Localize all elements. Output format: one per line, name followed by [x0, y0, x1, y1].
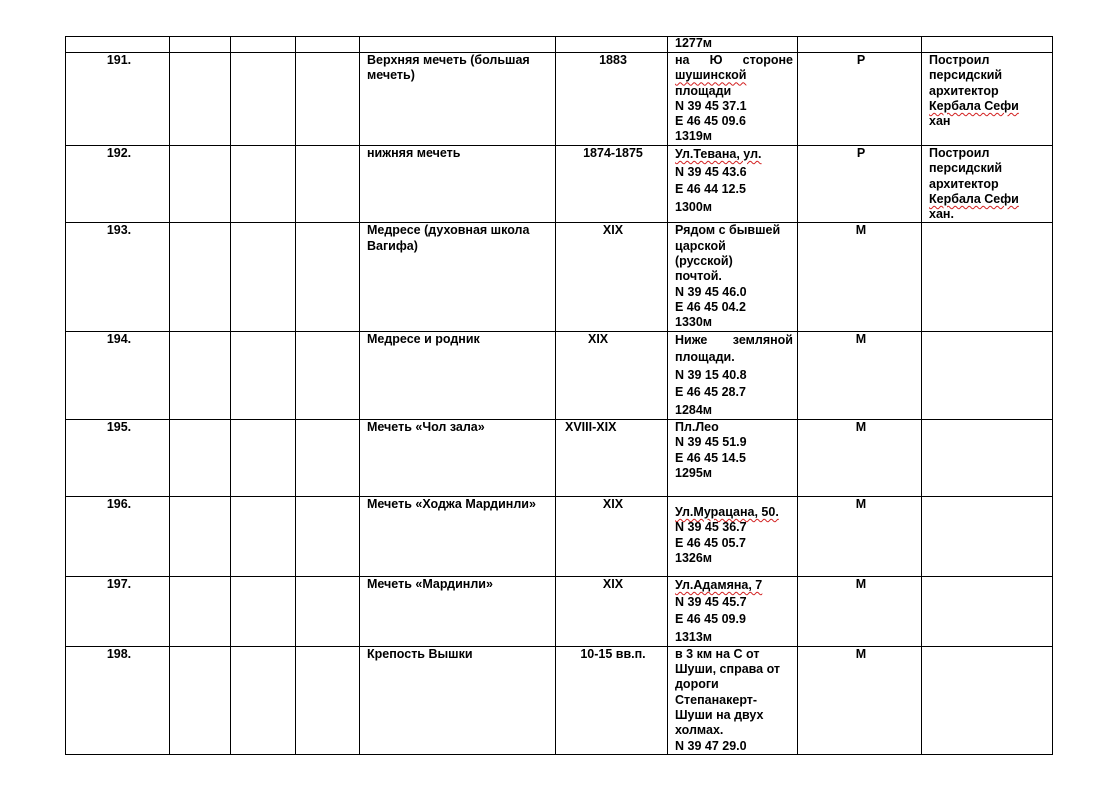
monument-registry-table: [65, 36, 1053, 755]
empty-cell: [296, 53, 360, 146]
note-line: архитектор: [929, 83, 999, 98]
name-cell: Крепость Вышки: [360, 646, 556, 754]
empty-cell: [170, 331, 231, 420]
note-line: Построил: [929, 146, 990, 160]
location-line: на Ю стороне: [675, 53, 793, 67]
location-line: N 39 45 37.1: [675, 98, 747, 113]
empty-cell: [170, 577, 231, 647]
name-cell: [360, 420, 556, 497]
table-row: [66, 577, 1053, 647]
table-row: [66, 646, 1053, 754]
name-cell: нижняя мечеть: [360, 146, 556, 223]
location-line: E 46 45 09.9: [675, 612, 746, 627]
location-line: Ул.Адамяна, 7: [675, 578, 763, 593]
category-cell: М: [798, 420, 922, 497]
location-line: E 46 45 09.6: [675, 114, 746, 129]
location-line: E 46 45 05.7: [675, 535, 746, 550]
category-cell: М: [798, 223, 922, 331]
location-line: в 3 км на С от: [675, 646, 760, 661]
empty-cell: [296, 497, 360, 577]
location-line: Шуши, справа от: [675, 662, 781, 677]
location-line: E 46 45 14.5: [675, 450, 746, 465]
table-row: [66, 331, 1053, 420]
empty-cell: [296, 420, 360, 497]
location-line: шушинской: [675, 68, 747, 83]
location-line: 1330м: [675, 315, 713, 330]
empty-cell: [231, 420, 296, 497]
location-cell: [668, 146, 798, 223]
location-line: Рядом с бывшей: [675, 223, 781, 238]
location-line: 1313м: [675, 629, 713, 644]
empty-cell: [296, 646, 360, 754]
category-cell: Р: [798, 53, 922, 146]
empty-cell: [170, 37, 231, 53]
empty-cell: [170, 53, 231, 146]
empty-cell: [231, 646, 296, 754]
location-line: площади.: [675, 350, 735, 365]
location-line: почтой.: [675, 269, 722, 284]
number-cell: 193.: [66, 223, 170, 331]
note-cell: [922, 577, 1053, 647]
empty-cell: [231, 331, 296, 420]
empty-cell: [231, 53, 296, 146]
location-line: 1326м: [675, 550, 713, 565]
date-cell: XVIII-XIX: [556, 420, 668, 497]
note-cell: [922, 37, 1053, 53]
location-line: (русской): [675, 254, 733, 269]
note-cell: [922, 646, 1053, 754]
empty-cell: [231, 223, 296, 331]
note-line: персидский: [929, 68, 1003, 83]
category-cell: М: [798, 577, 922, 647]
location-cell: [668, 577, 798, 647]
table-row: [66, 146, 1053, 223]
location-line: 1300м: [675, 199, 713, 214]
empty-cell: [231, 37, 296, 53]
location-line: площади: [675, 83, 732, 98]
table-row: [66, 53, 1053, 146]
location-line: E 46 45 04.2: [675, 299, 746, 314]
date-cell: XIX: [556, 577, 668, 647]
note-line: персидский: [929, 161, 1003, 176]
note-line: хан.: [929, 207, 954, 222]
note-cell: [922, 497, 1053, 577]
number-cell: 198.: [66, 646, 170, 754]
category-cell: М: [798, 331, 922, 420]
empty-cell: [170, 146, 231, 223]
note-cell: [922, 53, 1053, 146]
date-cell: XIX: [556, 223, 668, 331]
date-cell: XIX: [556, 331, 668, 420]
number-cell: 197.: [66, 577, 170, 647]
number-cell: 192.: [66, 146, 170, 223]
name-cell: Верхняя мечеть (большая мечеть): [360, 53, 556, 146]
location-line: 1295м: [675, 465, 713, 480]
location-line: E 46 44 12.5: [675, 182, 746, 196]
location-line: 1319м: [675, 129, 713, 144]
location-line: холмах.: [675, 723, 724, 738]
location-line: N 39 45 43.6: [675, 164, 747, 179]
location-cell: [668, 646, 798, 754]
location-line: Ул.Мурацана, 50.: [675, 505, 779, 520]
name-cell: Медресе (духовная школа Вагифа): [360, 223, 556, 331]
note-line: Кербала Сефи: [929, 98, 1019, 113]
location-line: E 46 45 28.7: [675, 385, 746, 400]
empty-cell: [296, 577, 360, 647]
empty-cell: [296, 37, 360, 53]
empty-cell: [170, 420, 231, 497]
location-cell: [668, 420, 798, 497]
empty-cell: [231, 146, 296, 223]
note-line: хан: [929, 114, 951, 129]
empty-cell: [170, 223, 231, 331]
location-line: N 39 45 45.7: [675, 595, 747, 610]
empty-cell: [296, 223, 360, 331]
table-row: [66, 223, 1053, 331]
table-row-continuation: [66, 37, 1053, 53]
category-cell: Р: [798, 146, 922, 223]
location-cell: [668, 223, 798, 331]
note-line: Кербала Сефи: [929, 191, 1019, 206]
empty-cell: [231, 497, 296, 577]
date-cell: [556, 37, 668, 53]
location-line: N 39 45 36.7: [675, 520, 747, 535]
empty-cell: [170, 646, 231, 754]
empty-cell: [231, 577, 296, 647]
note-cell: [922, 223, 1053, 331]
location-line: 1284м: [675, 402, 713, 417]
name-cell: Медресе и родник: [360, 331, 556, 420]
date-cell: 10-15 вв.п.: [556, 646, 668, 754]
number-cell: 196.: [66, 497, 170, 577]
name-cell: [360, 37, 556, 53]
location-line: Ул.Тевана, ул.: [675, 147, 762, 161]
name-text: Мечеть «Чол зала»: [367, 420, 485, 435]
location-line: Пл.Лео: [675, 420, 719, 435]
number-cell: 194.: [66, 331, 170, 420]
note-line: архитектор: [929, 176, 999, 191]
date-cell: 1883: [556, 53, 668, 146]
number-cell: 191.: [66, 53, 170, 146]
location-cell: [668, 37, 798, 53]
location-line: Ниже земляной: [675, 332, 793, 347]
empty-cell: [296, 331, 360, 420]
location-cell: [668, 331, 798, 420]
note-cell: [922, 146, 1053, 223]
location-line: дороги: [675, 677, 719, 692]
location-line: Степанакерт-: [675, 692, 758, 707]
location-line: N 39 45 46.0: [675, 284, 747, 299]
empty-cell: [296, 146, 360, 223]
location-cell: [668, 53, 798, 146]
date-cell: 1874-1875: [556, 146, 668, 223]
table-row: [66, 420, 1053, 497]
note-line: Построил: [929, 53, 990, 67]
location-line: N 39 45 51.9: [675, 435, 747, 450]
category-cell: М: [798, 646, 922, 754]
note-cell: [922, 420, 1053, 497]
empty-cell: [170, 497, 231, 577]
name-cell: Мечеть «Мардинли»: [360, 577, 556, 647]
location-line: Шуши на двух: [675, 708, 764, 723]
location-line: N 39 47 29.0: [675, 738, 747, 753]
table-row: [66, 497, 1053, 577]
number-cell: 195.: [66, 420, 170, 497]
category-cell: М: [798, 497, 922, 577]
location-line: царской: [675, 238, 726, 253]
location-line: N 39 15 40.8: [675, 367, 747, 382]
name-cell: Мечеть «Ходжа Мардинли»: [360, 497, 556, 577]
location-line: 1277м: [675, 36, 713, 50]
location-cell: [668, 497, 798, 577]
category-cell: [798, 37, 922, 53]
number-cell: [66, 37, 170, 53]
date-cell: XIX: [556, 497, 668, 577]
note-cell: [922, 331, 1053, 420]
